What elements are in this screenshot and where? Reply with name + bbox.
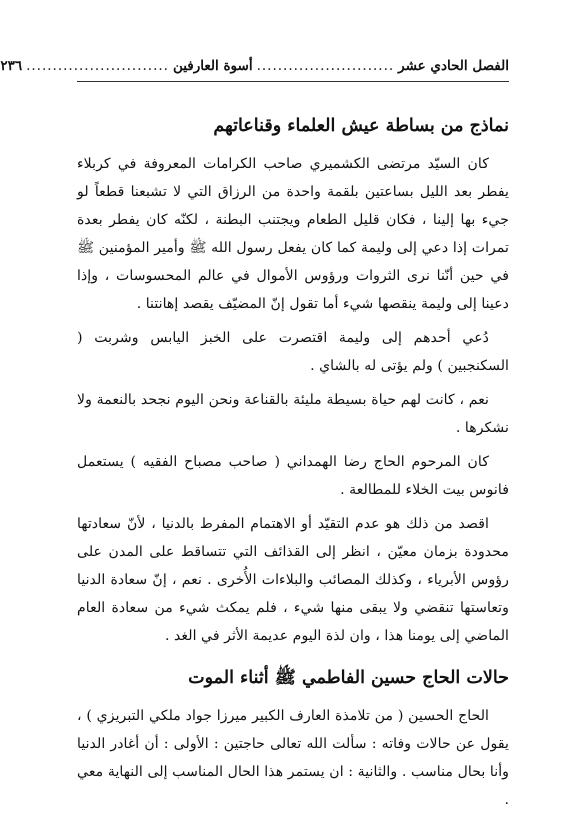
page-body [77, 98, 509, 820]
paragraph: كان السيّد مرتضى الكشميري صاحب الكرامات المعروفة في كربلاء يفطر بعد الليل بساعتين بلقمة واحدة من الرزاق التي لا تشبعنا قطعاً لو جيء بها إلينا ، فكان قليل الطعام ويجتنب البطنة ، لكنّه كان يفطر بعدة تمرات إذا دعي إلى وليمة كما كان يفعل رسول الله ﷺ وأمير المؤمنين ﷺ في حين أنّنا نرى الثروات ورؤوس الأموال في عالم المحسوسات ، وإذا دعينا إلى وليمة ينقصها شيء أما تقول إنّ المضيّف يقصد إهانتنا . [77, 156, 509, 312]
paragraph: نعم ، كانت لهم حياة بسيطة مليئة بالقناعة ونحن اليوم نجحد بالنعمة ولا نشكرها . [77, 392, 509, 436]
book-title: أسوة العارفين [172, 58, 253, 74]
page-number: ٢٣٦ [0, 58, 23, 74]
header-rule [77, 81, 509, 82]
section-heading: نماذج من بساطة عيش العلماء وقناعاتهم [213, 116, 509, 136]
paragraph: اقصد من ذلك هو عدم التقيّد أو الاهتمام المفرط بالدنيا ، لأنّ سعادتها محدودة بزمان معيّن ، انظر إلى القذائف التي تتساقط على المدن على رؤوس الأبرياء ، وكذلك المصائب والبلاءات الأُخرى . نعم ، إنّ سعادة الدنيا وتعاستها تنقضي ولا يبقى منها شيء ، فلم يمكث شيء من سعادة العام الماضي إلى يومنا هذا ، وان لذة اليوم عديمة الأثر في الغد . [77, 516, 509, 644]
leader-dots: .......................... [256, 58, 395, 74]
chapter-title: الفصل الحادي عشر [398, 58, 509, 74]
leader-dots: ........................... [26, 58, 169, 74]
paragraph: كان المرحوم الحاج رضا الهمداني ( صاحب مصباح الفقيه ) يستعمل فانوس بيت الخلاء للمطالعة . [77, 454, 509, 498]
paragraph: الحاج الحسين ( من تلامذة العارف الكبير ميرزا جواد ملكي التبريزي ) ، يقول عن حالات وفاته : سألت الله تعالى حاجتين : الأولى : أن أغادر الدنيا وأنا بحال مناسب . والثانية : ان يستمر هذا الحال المناسب إلى النهاية معي . [77, 708, 509, 808]
paragraph: دُعي أحدهم إلى وليمة اقتصرت على الخبز اليابس وشربت ( السكنجبين ) ولم يؤتى له بالشاي . [77, 330, 509, 374]
running-head [0, 58, 509, 80]
section-heading: حالات الحاج حسين الفاطمي ﷺ أثناء الموت [188, 668, 509, 688]
